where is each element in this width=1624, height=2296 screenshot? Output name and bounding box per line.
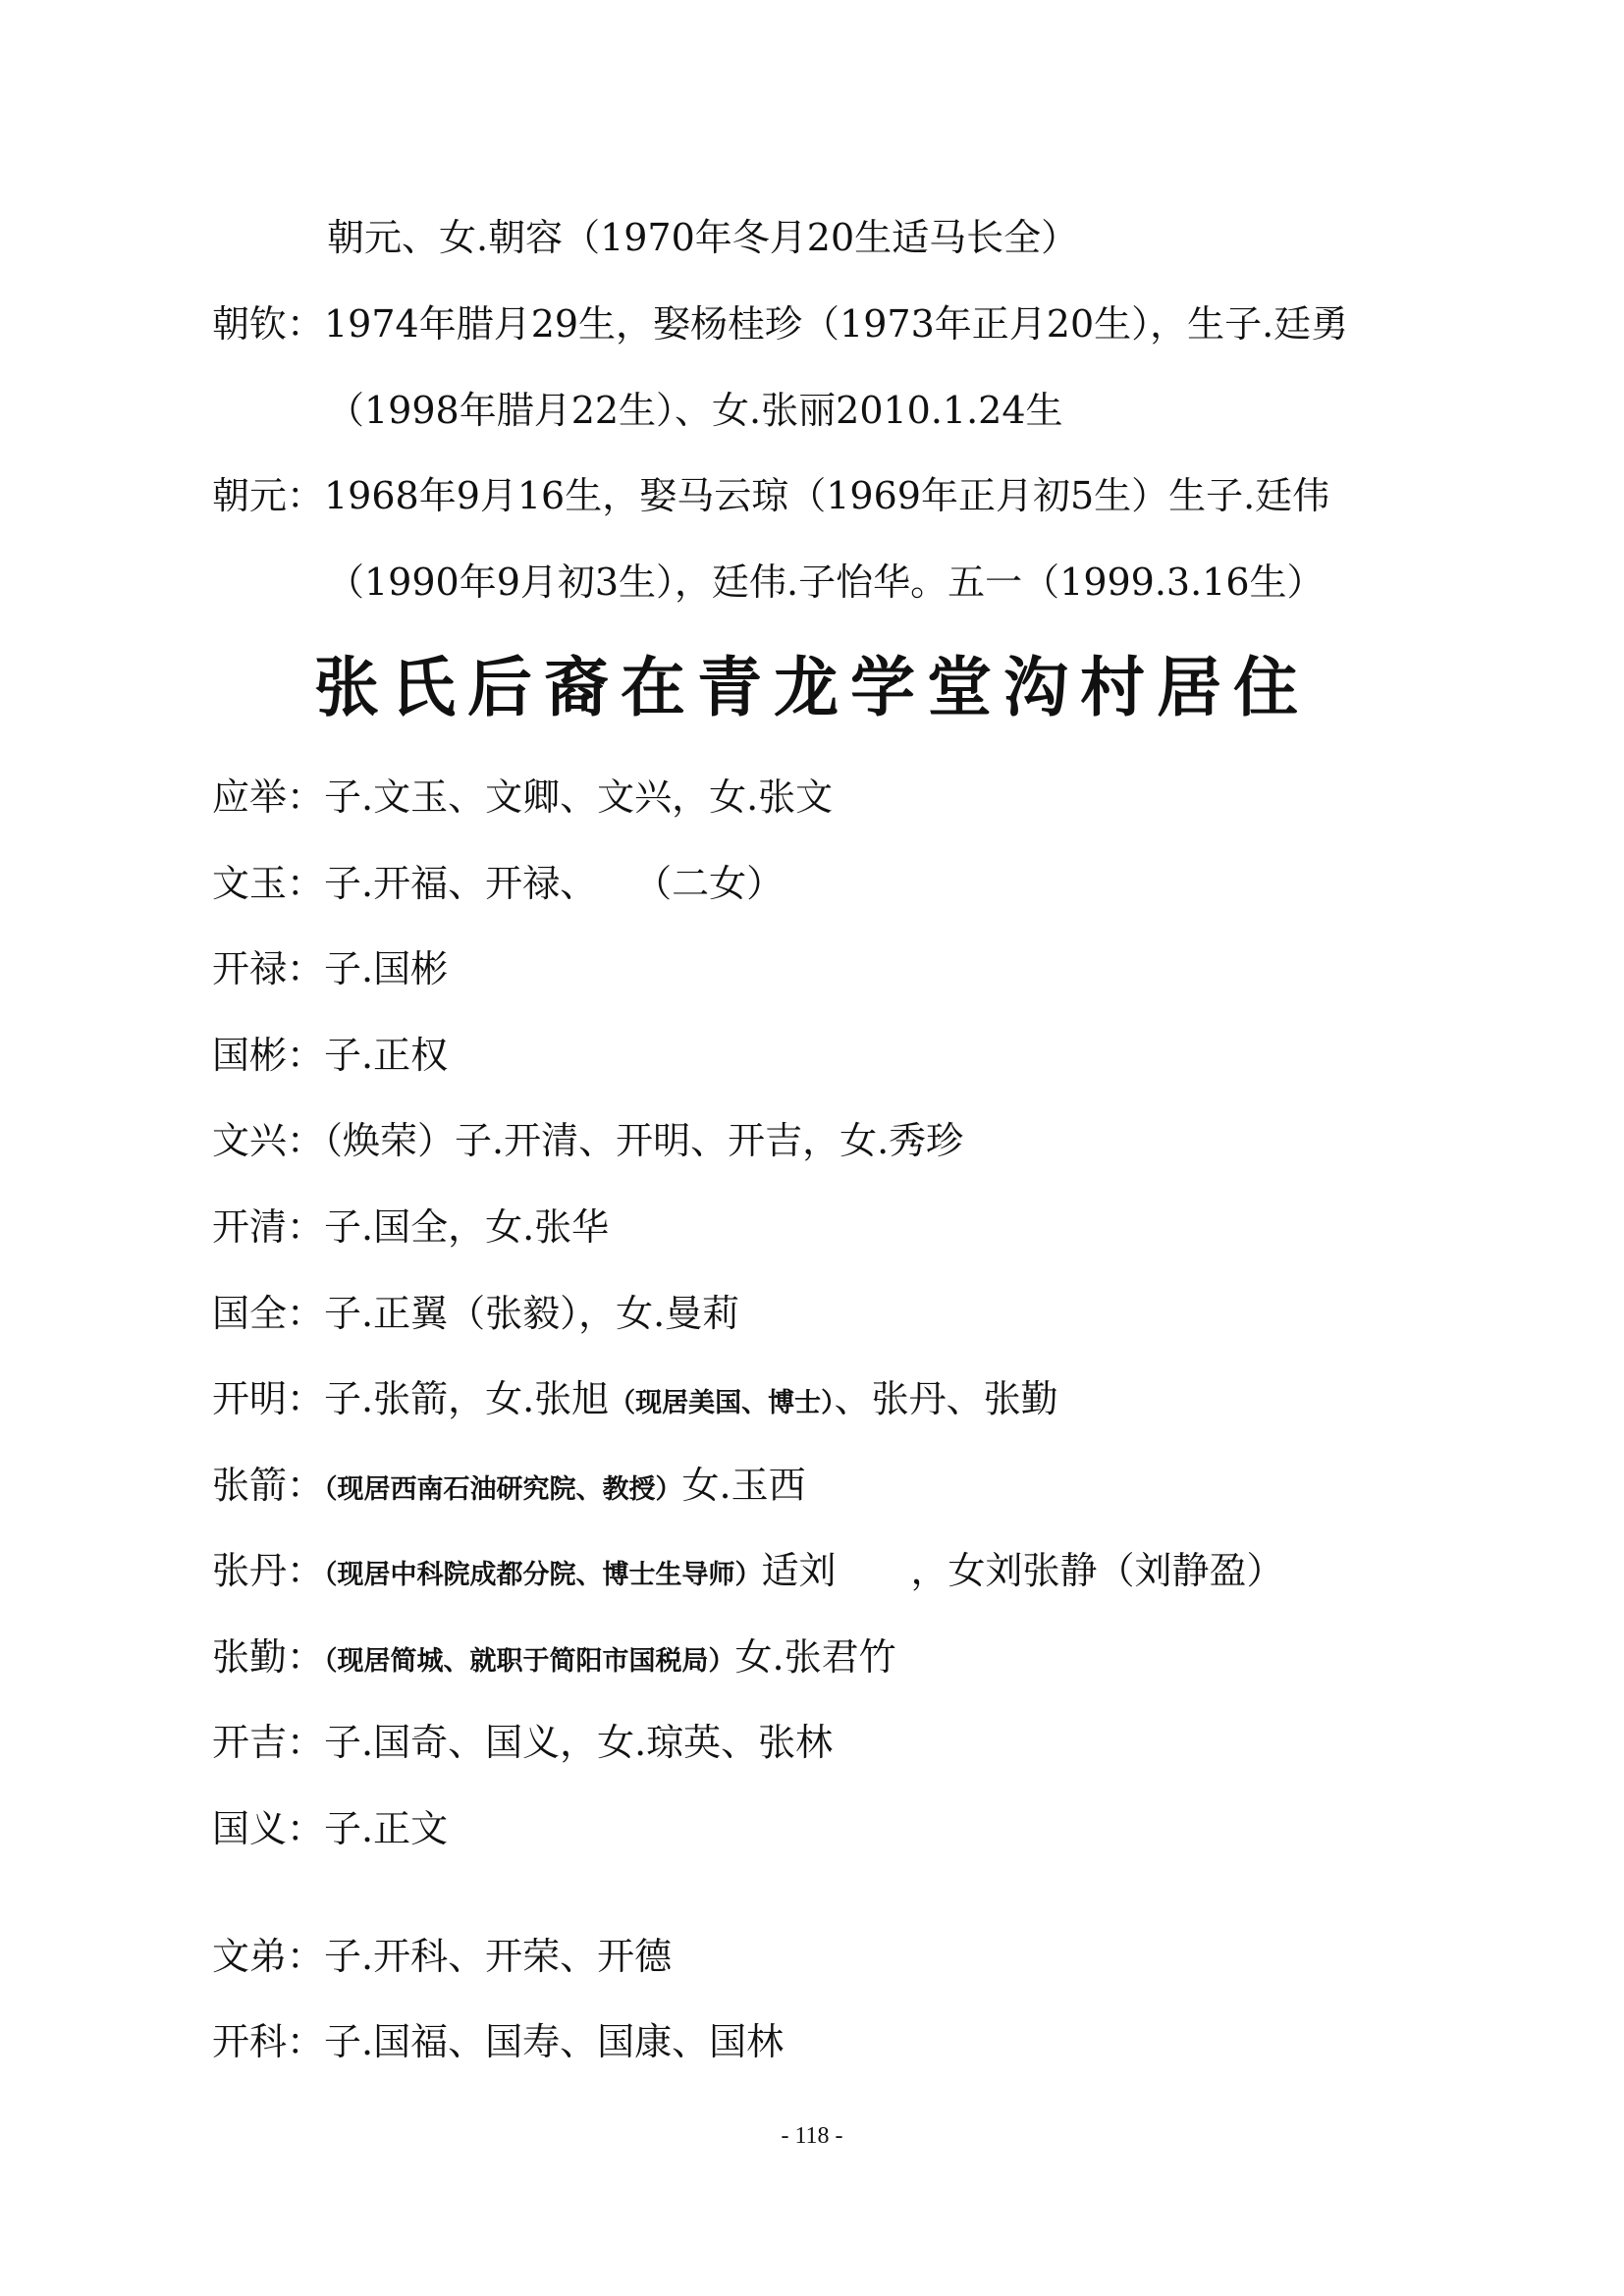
top-line-3: （1998年腊月22生）、女.张丽2010.1.24生 bbox=[327, 389, 1063, 432]
entry-9 bbox=[212, 1462, 806, 1514]
entry-8-note: （现居美国、博士） bbox=[609, 1388, 835, 1418]
entry-8 bbox=[212, 1375, 1058, 1427]
top-line-4: 朝元：1968年9月16生，娶马云琼（1969年正月初5生）生子.廷伟 bbox=[212, 474, 1330, 517]
top-line-1: 朝元、女.朝容（1970年冬月20生适马长全） bbox=[327, 216, 1079, 259]
entry-8-main: 开明：子.张箭，女.张旭 bbox=[212, 1377, 610, 1420]
entry-10-main: 张丹： bbox=[212, 1549, 325, 1592]
entry-13: 国义：子.正文 bbox=[212, 1807, 449, 1850]
entry-5: 文兴：（焕荣）子.开清、开明、开吉，女.秀珍 bbox=[212, 1119, 964, 1162]
entry-2: 文玉：子.开福、开禄、 （二女） bbox=[212, 862, 785, 905]
entry-9-tail: 女.玉西 bbox=[681, 1464, 806, 1507]
entry-9-note: （现居西南石油研究院、教授） bbox=[324, 1474, 682, 1505]
entry-1: 应举：子.文玉、文卿、文兴，女.张文 bbox=[212, 775, 834, 819]
entry-11 bbox=[212, 1633, 896, 1685]
entry-7: 国全：子.正翼（张毅），女.曼莉 bbox=[212, 1292, 740, 1335]
entry-10 bbox=[212, 1547, 1284, 1599]
entry-11-main: 张勤： bbox=[212, 1635, 325, 1679]
section-heading: 张氏后裔在青龙学堂沟村居住 bbox=[314, 649, 1310, 725]
top-line-5: （1990年9月初3生），廷伟.子怡华。五一（1999.3.16生） bbox=[327, 561, 1325, 604]
entry-12: 开吉：子.国奇、国义，女.琼英、张林 bbox=[212, 1721, 834, 1764]
entry-11-tail: 女.张君竹 bbox=[734, 1635, 896, 1679]
entry-3: 开禄：子.国彬 bbox=[212, 947, 449, 990]
entry-6: 开清：子.国全，女.张华 bbox=[212, 1205, 610, 1249]
entry-9-main: 张箭： bbox=[212, 1464, 325, 1507]
top-line-2: 朝钦：1974年腊月29生，娶杨桂珍（1973年正月20生），生子.廷勇 bbox=[212, 302, 1349, 346]
entry-10-tail: 适刘 ，女刘张静（刘静盈） bbox=[761, 1549, 1284, 1592]
entry-4: 国彬：子.正权 bbox=[212, 1034, 449, 1077]
entry-8-tail: 、张丹、张勤 bbox=[834, 1377, 1058, 1420]
entry-14: 文弟：子.开科、开荣、开德 bbox=[212, 1935, 673, 1978]
entry-15: 开科：子.国福、国寿、国康、国林 bbox=[212, 2020, 785, 2063]
page-number: - 118 - bbox=[781, 2123, 843, 2149]
entry-11-note: （现居简城、就职于简阳市国税局） bbox=[324, 1646, 735, 1677]
entry-10-note: （现居中科院成都分院、博士生导师） bbox=[324, 1560, 762, 1590]
